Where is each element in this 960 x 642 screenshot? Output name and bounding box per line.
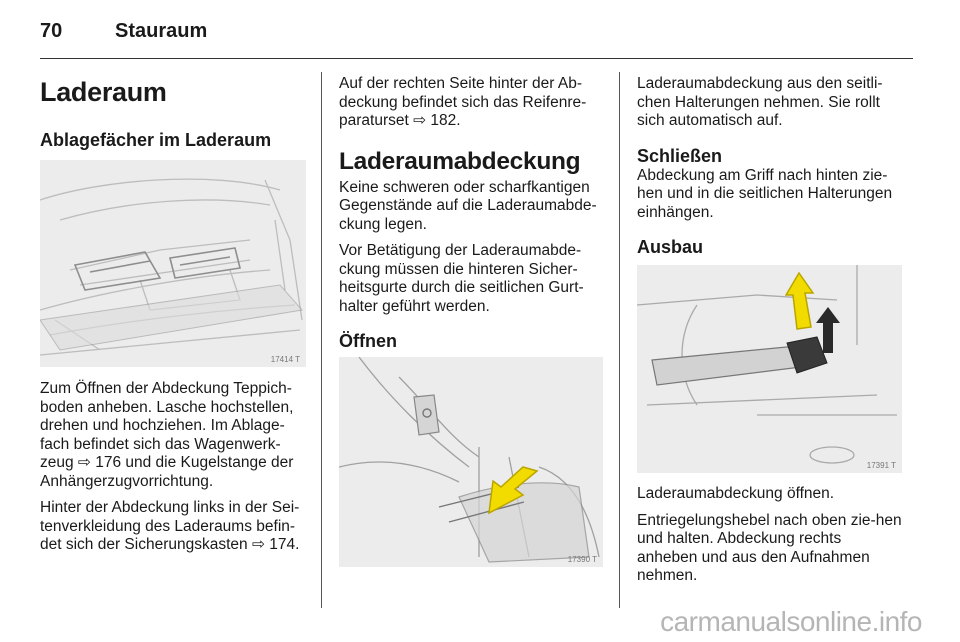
arrow-up-dark-icon: [815, 305, 841, 355]
paragraph: Laderaumabdeckung öffnen.: [637, 485, 835, 502]
column-1-text: [40, 380, 306, 563]
figure-remove-cover: [637, 265, 902, 473]
paragraph: Zum Öffnen der Abdeckung Teppich-boden anheben. Lasche hochstellen, drehen und hochziehen. Im Ablage-fach befindet sich das Wagenwerk-zeug ⇨ 176 und die Kugelstange der Anhängerzugvorrichtung.: [40, 380, 294, 490]
heading-laderaum: Laderaum: [40, 77, 167, 107]
arrow-icon: [479, 465, 539, 517]
paragraph: Abdeckung am Griff nach hinten zie-hen und in die seitlichen Halterungen einhängen.: [637, 166, 893, 221]
section-title: Stauraum: [115, 20, 208, 42]
paragraph: Hinter der Abdeckung links in der Sei-tenverkleidung des Laderaums befin-det sich der Sicherungskasten ⇨ 174.: [40, 499, 300, 553]
open-cover-illustration: [339, 357, 603, 567]
header-rule: [40, 58, 913, 59]
paragraph: Auf der rechten Seite hinter der Ab-deckung befindet sich das Reifenre-paraturset ⇨ 182.: [339, 75, 587, 129]
paragraph: Vor Betätigung der Laderaumabde-ckung müssen die hinteren Sicher-heitsgurte durch die seitlichen Gurt-halter geführt werden.: [339, 242, 584, 315]
figure-code: 17390 T: [567, 555, 597, 564]
column-3-text: [637, 485, 905, 594]
heading-ablagefaecher: Ablagefächer im Laderaum: [40, 130, 272, 150]
heading-oeffnen: Öffnen: [339, 331, 397, 351]
paragraph: Entriegelungshebel nach oben zie-hen und halten. Abdeckung rechts anheben und aus den Aufnahmen nehmen.: [637, 511, 902, 584]
figure-code: 17391 T: [866, 461, 896, 470]
figure-storage-compartment: [40, 160, 306, 367]
page-number: 70: [40, 20, 63, 42]
remove-cover-illustration: [637, 265, 902, 473]
column-3: [637, 75, 905, 258]
heading-ausbau: Ausbau: [637, 237, 704, 257]
watermark: carmanualsonline.info: [660, 606, 922, 637]
column-divider-2: [619, 72, 620, 608]
heading-schliessen: Schließen: [637, 145, 723, 166]
column-divider-1: [321, 72, 322, 608]
arrow-up-yellow-icon: [785, 271, 815, 331]
paragraph: Laderaumabdeckung aus den seitli-chen Halterungen nehmen. Sie rollt sich automatisch auf.: [637, 75, 883, 129]
storage-compartment-illustration: [40, 160, 306, 367]
column-2: [339, 75, 605, 352]
figure-code: 17414 T: [270, 355, 300, 364]
heading-laderaumabdeckung: Laderaumabdeckung: [339, 147, 581, 175]
column-1: [40, 75, 306, 151]
figure-open-cover: [339, 357, 603, 567]
paragraph: Keine schweren oder scharfkantigen Gegenstände auf die Laderaumabde-ckung legen.: [339, 178, 597, 233]
